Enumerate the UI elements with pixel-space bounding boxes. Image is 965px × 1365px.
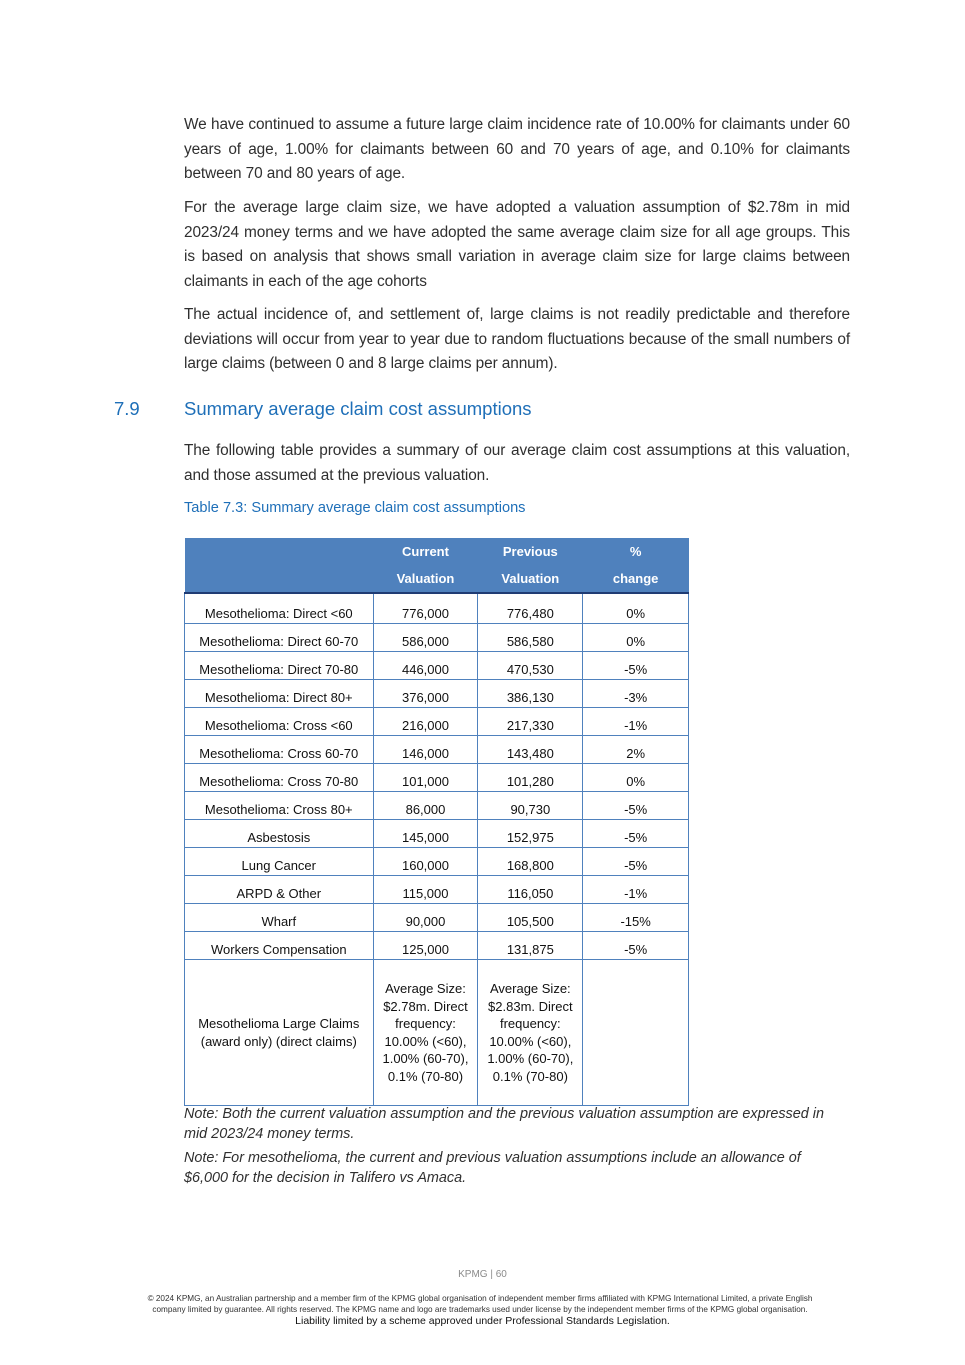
paragraph-table-intro: The following table provides a summary of our average claim cost assumptions at this valuation, and those assumed at the previous valuation. (184, 442, 850, 484)
header-category (185, 538, 374, 593)
header-previous-valuation: Previous Valuation (478, 538, 583, 593)
table-row (185, 792, 689, 820)
section-number: 7.9 (114, 398, 140, 419)
table-row (185, 652, 689, 680)
section-title: Summary average claim cost assumptions (184, 398, 532, 419)
table-row (185, 736, 689, 764)
liability-notice: Liability limited by a scheme approved under Professional Standards Legislation. (295, 1315, 670, 1327)
cell-previous: Average Size: $2.83m. Direct frequency: 10.00% (<60), 1.00% (60-70), 0.1% (70-80) (478, 960, 583, 1106)
cell-previous: 470,530 (478, 652, 583, 680)
cell-current: 376,000 (373, 680, 478, 708)
cell-previous: 143,480 (478, 736, 583, 764)
cell-change: -3% (583, 680, 689, 708)
section-heading (114, 398, 532, 420)
cell-change: -5% (583, 932, 689, 960)
cell-category: Mesothelioma: Direct 80+ (185, 680, 374, 708)
cell-category: Mesothelioma: Direct 70-80 (185, 652, 374, 680)
cell-previous: 168,800 (478, 848, 583, 876)
cell-previous: 386,130 (478, 680, 583, 708)
cell-change: 2% (583, 736, 689, 764)
cell-change: 0% (583, 764, 689, 792)
cell-category: Mesothelioma: Direct <60 (185, 593, 374, 624)
cell-change: -5% (583, 652, 689, 680)
cell-current: 90,000 (373, 904, 478, 932)
cell-current: 160,000 (373, 848, 478, 876)
cell-change: -5% (583, 820, 689, 848)
cell-change: -15% (583, 904, 689, 932)
cell-current: 776,000 (373, 593, 478, 624)
cell-previous: 152,975 (478, 820, 583, 848)
cell-current: 586,000 (373, 624, 478, 652)
cell-category: ARPD & Other (185, 876, 374, 904)
note-money-terms: Note: Both the current valuation assumption and the previous valuation assumption are expressed in mid 2023/24 money terms. (184, 1106, 824, 1142)
cell-current: 145,000 (373, 820, 478, 848)
cell-current: 216,000 (373, 708, 478, 736)
cell-change: -1% (583, 876, 689, 904)
cell-previous: 586,580 (478, 624, 583, 652)
cell-previous: 101,280 (478, 764, 583, 792)
table-row-large-claims (185, 960, 689, 1106)
cell-current: 125,000 (373, 932, 478, 960)
table-row (185, 624, 689, 652)
table-row (185, 593, 689, 624)
note-talifero-allowance: Note: For mesothelioma, the current and previous valuation assumptions include an allowance of $6,000 for the decision in Talifero vs Amaca. (184, 1150, 801, 1186)
cell-category: Asbestosis (185, 820, 374, 848)
cell-category: Workers Compensation (185, 932, 374, 960)
header-current-valuation: Current Valuation (373, 538, 478, 593)
table-row (185, 848, 689, 876)
cell-current: 115,000 (373, 876, 478, 904)
cell-category: Mesothelioma: Cross 60-70 (185, 736, 374, 764)
table-row (185, 680, 689, 708)
page-number: KPMG | 60 (458, 1269, 507, 1280)
cell-category: Lung Cancer (185, 848, 374, 876)
cell-change: -1% (583, 708, 689, 736)
table-caption: Table 7.3: Summary average claim cost assumptions (184, 500, 526, 516)
cell-change: -5% (583, 792, 689, 820)
table-row (185, 708, 689, 736)
paragraph-average-claim-size: For the average large claim size, we have adopted a valuation assumption of $2.78m in mid 2023/24 money terms and we have adopted the same average claim size for all age groups. This is based on analysis that shows small variation in average claim size for large claims between claimants in each of the age cohorts (184, 199, 850, 290)
cell-category: Mesothelioma: Cross 80+ (185, 792, 374, 820)
cell-category: Wharf (185, 904, 374, 932)
cell-change (583, 960, 689, 1106)
cell-category: Mesothelioma Large Claims (award only) (direct claims) (185, 960, 374, 1106)
cell-change: 0% (583, 593, 689, 624)
cell-current: 101,000 (373, 764, 478, 792)
paragraph-incidence-rate: We have continued to assume a future large claim incidence rate of 10.00% for claimants under 60 years of age, 1.00% for claimants between 60 and 70 years of age, and 0.10% for claimants between 70 and 80 years of age. (184, 116, 850, 183)
cell-previous: 217,330 (478, 708, 583, 736)
copyright-notice: © 2024 KPMG, an Australian partnership and a member firm of the KPMG global organisation of independent member firms affiliated with KPMG International Limited, a private English company limited by guarantee. All rights reserved. The KPMG name and logo are trademarks used under license by the independent member firms of the KPMG global organisation. (147, 1294, 813, 1314)
claim-cost-table (184, 538, 689, 1106)
cell-previous: 105,500 (478, 904, 583, 932)
cell-change: 0% (583, 624, 689, 652)
header-percent-change: % change (583, 538, 689, 593)
cell-category: Mesothelioma: Cross 70-80 (185, 764, 374, 792)
table-row (185, 904, 689, 932)
cell-current: Average Size: $2.78m. Direct frequency: 10.00% (<60), 1.00% (60-70), 0.1% (70-80) (373, 960, 478, 1106)
table-row (185, 932, 689, 960)
cell-previous: 776,480 (478, 593, 583, 624)
cell-current: 146,000 (373, 736, 478, 764)
cell-previous: 116,050 (478, 876, 583, 904)
cell-previous: 90,730 (478, 792, 583, 820)
paragraph-settlement-variability: The actual incidence of, and settlement of, large claims is not readily predictable and therefore deviations will occur from year to year due to random fluctuations because of the small numbers of large claims (between 0 and 8 large claims per annum). (184, 306, 850, 373)
cell-current: 86,000 (373, 792, 478, 820)
cell-category: Mesothelioma: Direct 60-70 (185, 624, 374, 652)
cell-change: -5% (583, 848, 689, 876)
cell-previous: 131,875 (478, 932, 583, 960)
table-row (185, 820, 689, 848)
cell-current: 446,000 (373, 652, 478, 680)
table-row (185, 876, 689, 904)
table-row (185, 764, 689, 792)
table-header-row (185, 538, 689, 593)
cell-category: Mesothelioma: Cross <60 (185, 708, 374, 736)
